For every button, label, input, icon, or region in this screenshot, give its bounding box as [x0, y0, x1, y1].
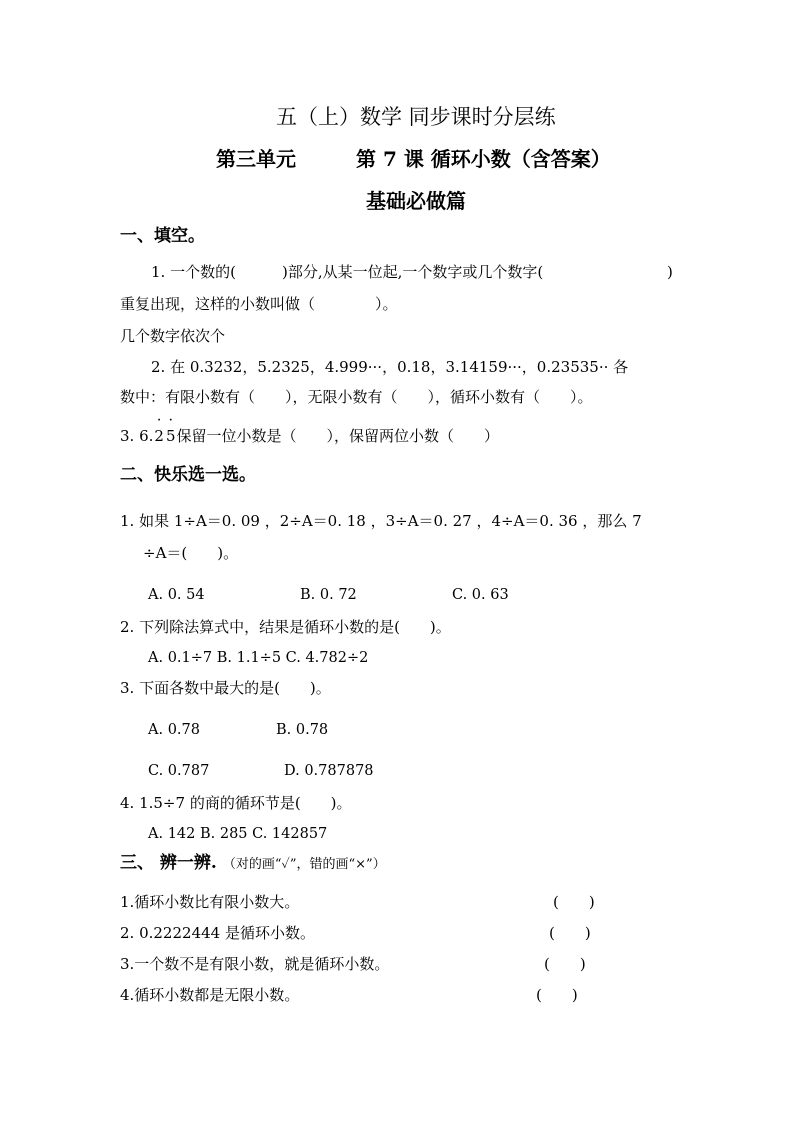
lesson-title: 第 7 课 循环小数（含答案） [356, 147, 611, 171]
digit-5: ˙ 5 [165, 429, 177, 444]
question-2-4: 4. 1.5÷7 的商的循环节是( )。 [120, 794, 352, 812]
judge-item-1: 1.循环小数比有限小数大。 [120, 893, 300, 911]
question-2-3-option-c: C. 0.787 [148, 763, 210, 779]
question-1-2-line-1: 2. 在 0.3232，5.2325，4.999···，0.18，3.14159···，0.23535·· 各 [151, 358, 629, 376]
judge-item-3-answer[interactable]: ( ) [544, 955, 586, 973]
question-2-1-line-1: 1. 如果 1÷A＝0. 09 ，2÷A＝0. 18 ，3÷A＝0. 27 ，4÷A＝0. 36 ，那么 7 [120, 512, 642, 530]
question-1-3-rest: 保留一位小数是（ ），保留两位小数（ ） [176, 427, 500, 445]
section-heading-judge-main: 三、 辨一辨. [120, 853, 217, 873]
judge-item-1-answer[interactable]: ( ) [553, 893, 595, 911]
question-2-2: 2. 下列除法算式中，结果是循环小数的是( )。 [120, 618, 451, 636]
question-2-2-options: A. 0.1÷7 B. 1.1÷5 C. 4.782÷2 [148, 650, 369, 666]
judge-item-2-answer[interactable]: ( ) [549, 924, 591, 942]
section-heading-judge-note: （对的画“✓”，错的画“×”） [222, 857, 386, 872]
question-1-2-line-2: 数中：有限小数有（ ），无限小数有（ ），循环小数有（ ）。 [120, 388, 593, 406]
question-2-1-option-b: B. 0. 72 [300, 587, 357, 603]
repeating-digits [153, 429, 176, 444]
section-heading-fill-blank: 一、填空。 [120, 226, 205, 246]
question-1-3-prefix: 3. 6. [120, 427, 154, 445]
question-1-3 [120, 429, 499, 444]
question-2-3-option-a: A. 0.78 [148, 722, 200, 738]
question-2-3-option-b: B. 0.78 [276, 722, 329, 738]
question-2-1-line-2: ÷A＝( )。 [143, 544, 239, 562]
question-1-1-part-b: )部分,从某一位起,一个数字或几个数字( [282, 263, 544, 281]
question-2-3: 3. 下面各数中最大的是( )。 [120, 679, 331, 697]
question-2-1-option-c: C. 0. 63 [452, 587, 509, 603]
judge-item-2: 2. 0.2222444 是循环小数。 [120, 924, 315, 942]
question-1-1-line-2: 重复出现，这样的小数叫做（ ）。 [120, 295, 398, 313]
document-title: 五（上）数学 同步课时分层练 [276, 105, 556, 129]
question-2-4-options: A. 142 B. 285 C. 142857 [148, 826, 328, 842]
question-1-1-note: 几个数字依次个 [120, 327, 226, 345]
question-1-1-part-a: 1. 一个数的( [151, 263, 236, 281]
question-2-3-option-d: D. 0.787878 [284, 763, 374, 779]
section-heading-judge [120, 855, 386, 872]
question-2-1-option-a: A. 0. 54 [148, 587, 205, 603]
digit-2: ˙ 2 [153, 429, 165, 444]
question-1-1-part-c: ) [667, 263, 673, 281]
section-heading-choose: 二、快乐选一选。 [120, 465, 256, 485]
judge-item-4: 4.循环小数都是无限小数。 [120, 986, 300, 1004]
level-title: 基础必做篇 [366, 189, 466, 213]
judge-item-4-answer[interactable]: ( ) [536, 986, 578, 1004]
unit-label: 第三单元 [216, 147, 296, 171]
judge-item-3: 3.一个数不是有限小数，就是循环小数。 [120, 955, 390, 973]
